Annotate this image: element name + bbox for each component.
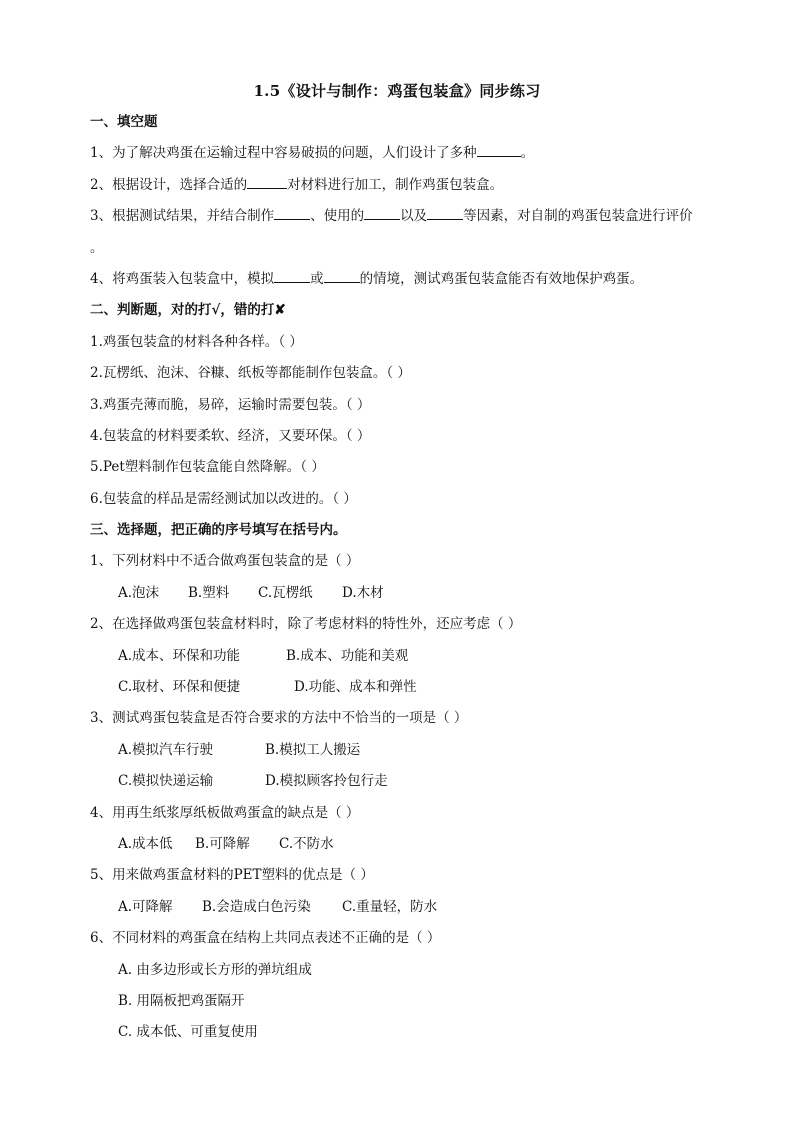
section-multiple-choice-heading: 三、选择题，把正确的序号填写在括号内。 — [90, 522, 347, 539]
answer-blank[interactable] — [364, 207, 400, 220]
option-b: B.塑料 — [188, 584, 230, 601]
true-false-item: 2.瓦楞纸、泡沫、谷糠、纸板等都能制作包装盒。（ ） — [90, 365, 411, 382]
choice-options-3-row-2 — [90, 766, 730, 797]
option-c: C.重量轻，防水 — [342, 898, 438, 915]
choice-options-3-row-1 — [90, 735, 730, 766]
true-false-item: 5.Pet塑料制作包装盒能自然降解。（ ） — [90, 459, 325, 476]
fill-question-3-continuation: 。 — [90, 239, 104, 256]
fill-question-1: 1、为了解决鸡蛋在运输过程中容易破损的问题，人们设计了多种 。 — [90, 145, 535, 162]
true-false-item: 6.包装盒的样品是需经测试加以改进的。（ ） — [90, 490, 357, 507]
true-false-item: 4.包装盒的材料要柔软、经济，又要环保。（ ） — [90, 427, 371, 444]
option-a: A.泡沫 — [118, 584, 160, 601]
section-fill-blank-heading: 一、填空题 — [90, 114, 158, 130]
choice-options-4 — [90, 829, 730, 860]
option-d: D.模拟顾客拎包行走 — [265, 773, 388, 790]
choice-options-5 — [90, 892, 730, 923]
choice-question-6: 6、不同材料的鸡蛋盒在结构上共同点表述不正确的是（ ） — [90, 930, 441, 947]
fill-question-3: 3、根据测试结果，并结合制作 、使用的 以及 等因素，对自制的鸡蛋包装盒进行评价 — [90, 208, 693, 225]
answer-blank[interactable] — [274, 270, 310, 283]
option-c: C.不防水 — [279, 835, 334, 852]
choice-option-6a: A. 由多边形或长方形的弹坑组成 — [118, 961, 312, 978]
choice-options-1 — [90, 578, 730, 609]
option-b: B.可降解 — [195, 835, 250, 852]
fill-question-4: 4、将鸡蛋装入包装盒中，模拟 或 的情境，测试鸡蛋包装盒能否有效地保护鸡蛋。 — [90, 270, 644, 287]
answer-blank[interactable] — [427, 207, 463, 220]
answer-blank[interactable] — [274, 207, 310, 220]
choice-options-2-row-2 — [90, 672, 730, 703]
fill-question-2: 2、根据设计，选择合适的 对材料进行加工，制作鸡蛋包装盒。 — [90, 176, 504, 193]
answer-blank[interactable] — [247, 176, 287, 189]
choice-question-2: 2、在选择做鸡蛋包装盒材料时，除了考虑材料的特性外，还应考虑（ ） — [90, 616, 522, 633]
option-b: B.模拟工人搬运 — [265, 741, 361, 758]
option-d: D.功能、成本和弹性 — [294, 679, 417, 696]
true-false-item: 1.鸡蛋包装盒的材料各种各样。（ ） — [90, 333, 303, 350]
choice-question-3: 3、测试鸡蛋包装盒是否符合要求的方法中不恰当的一项是（ ） — [90, 710, 468, 727]
answer-blank[interactable] — [477, 144, 521, 157]
option-c: C.模拟快递运输 — [118, 773, 214, 790]
worksheet-content — [90, 107, 730, 1049]
option-a: A.成本、环保和功能 — [118, 647, 241, 664]
option-b: B.会造成白色污染 — [202, 898, 311, 915]
option-c: C.取材、环保和便捷 — [118, 679, 241, 696]
answer-blank[interactable] — [324, 270, 360, 283]
option-c: C.瓦楞纸 — [258, 584, 313, 601]
choice-question-1: 1、下列材料中不适合做鸡蛋包装盒的是（ ） — [90, 553, 360, 570]
choice-option-6c: C. 成本低、可重复使用 — [118, 1024, 258, 1041]
choice-options-2-row-1 — [90, 641, 730, 672]
choice-question-5: 5、用来做鸡蛋盒材料的PET塑料的优点是（ ） — [90, 867, 374, 884]
section-true-false-heading: 二、判断题，对的打√，错的打✘ — [90, 302, 286, 319]
choice-question-4: 4、用再生纸浆厚纸板做鸡蛋盒的缺点是（ ） — [90, 804, 360, 821]
option-a: A.模拟汽车行驶 — [118, 741, 214, 758]
option-a: A.成本低 — [118, 835, 173, 852]
choice-option-6b: B. 用隔板把鸡蛋隔开 — [118, 992, 245, 1009]
option-a: A.可降解 — [118, 898, 173, 915]
option-b: B.成本、功能和美观 — [286, 647, 409, 664]
true-false-item: 3.鸡蛋壳薄而脆，易碎，运输时需要包装。（ ） — [90, 396, 371, 413]
option-d: D.木材 — [342, 584, 384, 601]
worksheet-title: 1.5《设计与制作：鸡蛋包装盒》同步练习 — [253, 82, 541, 100]
